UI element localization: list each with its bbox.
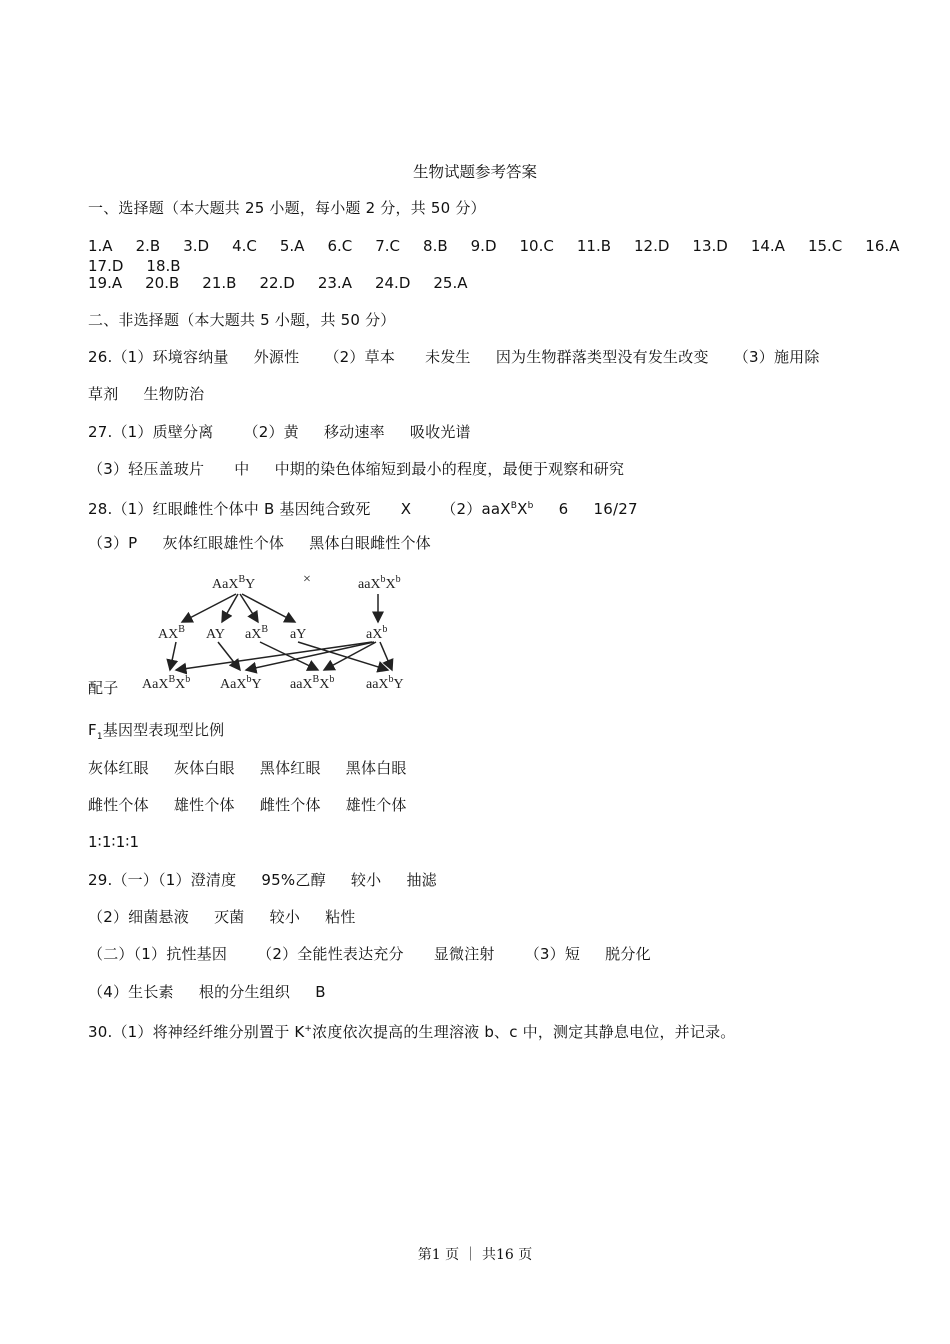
parent-female-genotype: $aaX^bX^b$ (358, 574, 401, 592)
answer-item: 24.D (374, 274, 411, 292)
parent-gamete-arrows (182, 594, 378, 622)
q28-line-1 (88, 496, 638, 519)
q30-line-1 (88, 1019, 735, 1042)
f1-heading (88, 720, 224, 747)
ratio-row: 1∶1∶1∶1 (88, 833, 140, 851)
q30-suffix: 浓度依次提高的生理溶液 b、c 中，测定其静息电位，并记录。 (312, 1023, 736, 1041)
q29-line-2: （2）细菌悬液 灭菌 较小 粘性 (88, 908, 356, 926)
answer-item: 18.B (146, 257, 181, 275)
answer-item: 9.D (470, 237, 497, 255)
answer-item: 19.A (88, 274, 123, 292)
q27-line-1: 27.（1）质壁分离 （2）黄 移动速率 吸收光谱 (88, 423, 471, 441)
answer-item: 12.D (634, 237, 670, 255)
answer-item: 4.C (232, 237, 257, 255)
answer-item: 11.B (576, 237, 612, 255)
answer-item: 23.A (317, 274, 352, 292)
gamete-offspring-arrows (170, 642, 392, 670)
q28-line-2: （3）P 灰体红眼雄性个体 黑体白眼雌性个体 (88, 534, 431, 552)
f1-suffix: 基因型表现型比例 (102, 721, 225, 739)
q30-prefix: 30.（1）将神经纤维分别置于 K (88, 1023, 305, 1041)
cross-symbol: × (303, 572, 311, 587)
answer-item: 3.D (183, 237, 210, 255)
answer-item: 13.D (692, 237, 728, 255)
answer-item: 21.B (202, 274, 237, 292)
gamete-AY: AY (206, 627, 225, 642)
gametes-label: 配子 (88, 679, 119, 697)
answer-item: 25.A (433, 274, 468, 292)
page-footer: 第1 页 ｜ 共16 页 (417, 1247, 533, 1263)
q28-mid: X (517, 500, 528, 518)
page-title: 生物试题参考答案 (412, 163, 537, 181)
offspring-1: $AaX^BX^b$ (142, 674, 191, 692)
q26-line-1: 26.（1）环境容纳量 外源性 （2）草本 未发生 因为生物群落类型没有发生改变 （3）施用除 (88, 348, 820, 366)
gamete-AXB: $AX^B$ (158, 624, 185, 642)
parent-male-genotype: AaX$^B$Y (212, 574, 256, 592)
gamete-aY: aY (290, 627, 307, 642)
offspring-4: aaX$^b$Y (366, 674, 404, 692)
answer-item: 20.B (145, 274, 180, 292)
q28-sup-2: b (527, 501, 534, 511)
answer-item: 6.C (327, 237, 353, 255)
offspring-2: AaX$^b$Y (220, 674, 262, 692)
answers-row-2 (88, 273, 491, 293)
q27-line-2: （3）轻压盖玻片 中 中期的染色体缩短到最小的程度，最便于观察和研究 (88, 460, 625, 478)
q28-sup-1: B (510, 501, 518, 511)
answer-item: 22.D (259, 274, 295, 292)
q26-line-2: 草剂 生物防治 (88, 385, 205, 403)
q29-line-3: （二）（1）抗性基因 （2）全能性表达充分 显微注射 （3）短 脱分化 (88, 945, 651, 963)
offspring-3: $aaX^BX^b$ (290, 674, 335, 692)
answer-item: 17.D (88, 257, 124, 275)
section-nonchoice-heading: 二、非选择题（本大题共 5 小题，共 50 分） (88, 311, 396, 329)
answer-item: 15.C (807, 237, 843, 255)
q28-suffix: 6 16/27 (533, 500, 638, 518)
answer-item: 14.A (750, 237, 785, 255)
q30-sup: + (304, 1024, 313, 1034)
answer-item: 8.B (423, 237, 448, 255)
answer-item: 7.C (375, 237, 401, 255)
sexes-row: 雌性个体 雄性个体 雌性个体 雄性个体 (88, 796, 407, 814)
answers-row-1 (88, 236, 950, 276)
f1-sub: 1 (96, 732, 103, 742)
answer-item: 5.A (279, 237, 305, 255)
answer-item: 2.B (135, 237, 161, 255)
answer-item: 16.A (865, 237, 900, 255)
q28-prefix: 28.（1）红眼雌性个体中 B 基因纯合致死 X （2）aaX (88, 500, 511, 518)
answer-item: 10.C (519, 237, 554, 255)
answer-item: 1.A (88, 237, 113, 255)
gamete-aXb: $aX^b$ (366, 624, 388, 642)
q29-line-1: 29.（一）（1）澄清度 95%乙醇 较小 抽滤 (88, 871, 437, 889)
genetic-cross-diagram (140, 568, 430, 696)
section-choice-heading: 一、选择题（本大题共 25 小题，每小题 2 分，共 50 分） (88, 199, 486, 217)
phenotypes-row: 灰体红眼 灰体白眼 黑体红眼 黑体白眼 (88, 759, 407, 777)
f1-prefix: F (88, 721, 97, 739)
q29-line-4: （4）生长素 根的分生组织 B (88, 983, 326, 1001)
gamete-aXB: $aX^B$ (245, 624, 268, 642)
